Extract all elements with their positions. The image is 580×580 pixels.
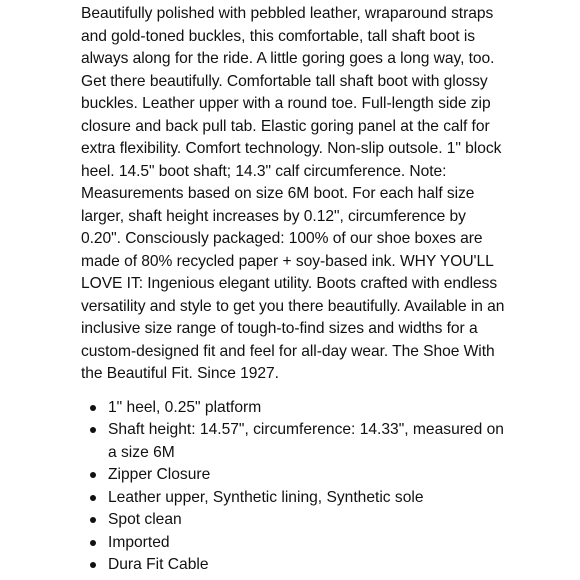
bullet-icon — [90, 540, 96, 546]
list-item — [81, 554, 505, 577]
bullet-icon — [90, 427, 96, 433]
bullet-icon — [90, 472, 96, 478]
feature-list — [81, 397, 505, 577]
list-item — [81, 487, 505, 510]
list-item — [81, 419, 505, 464]
feature-text: Shaft height: 14.57", circumference: 14.33", measured on a size 6M — [108, 421, 504, 461]
feature-text: Spot clean — [108, 511, 182, 528]
feature-text: 1" heel, 0.25" platform — [108, 398, 262, 416]
bullet-icon — [90, 495, 96, 501]
feature-text: Zipper Closure — [108, 466, 211, 483]
product-details — [81, 3, 505, 577]
list-item — [81, 532, 505, 555]
bullet-icon — [90, 562, 96, 568]
product-description: Beautifully polished with pebbled leather, wraparound straps and gold-toned buckles, this comfortable, tall shaft boot is always along for the ride. A little goring goes a long way, too. Get there beautifully. Comfortable tall shaft boot with glossy buckles. Leather upper with a round toe. Full-length side zip closure and back pull tab. Elastic goring panel at the calf for extra flexibility. Comfort technology. Non-slip outsole. 1" block heel. 14.5" boot shaft; 14.3" calf circumference. Note: Measurements based on size 6M boot. For each half size larger, shaft height increases by 0.12", circumference by 0.20". Consciously packaged: 100% of our shoe boxes are made of 80% recycled paper + soy-based ink. WHY YOU'LL LOVE IT: Ingenious elegant utility. Boots crafted with endless versatility and style to get you there beautifully. Available in an inclusive size range of tough-to-find sizes and widths for a custom-designed fit and feel for all-day wear. The Shoe With the Beautiful Fit. Since 1927. — [81, 5, 505, 382]
bullet-icon — [90, 517, 96, 523]
feature-text: Leather upper, Synthetic lining, Synthetic sole — [108, 488, 424, 506]
feature-text: Dura Fit Cable — [108, 556, 209, 573]
list-item — [81, 509, 505, 532]
bullet-icon — [90, 405, 96, 411]
list-item — [81, 464, 505, 487]
feature-text: Imported — [108, 533, 170, 551]
list-item — [81, 397, 505, 420]
